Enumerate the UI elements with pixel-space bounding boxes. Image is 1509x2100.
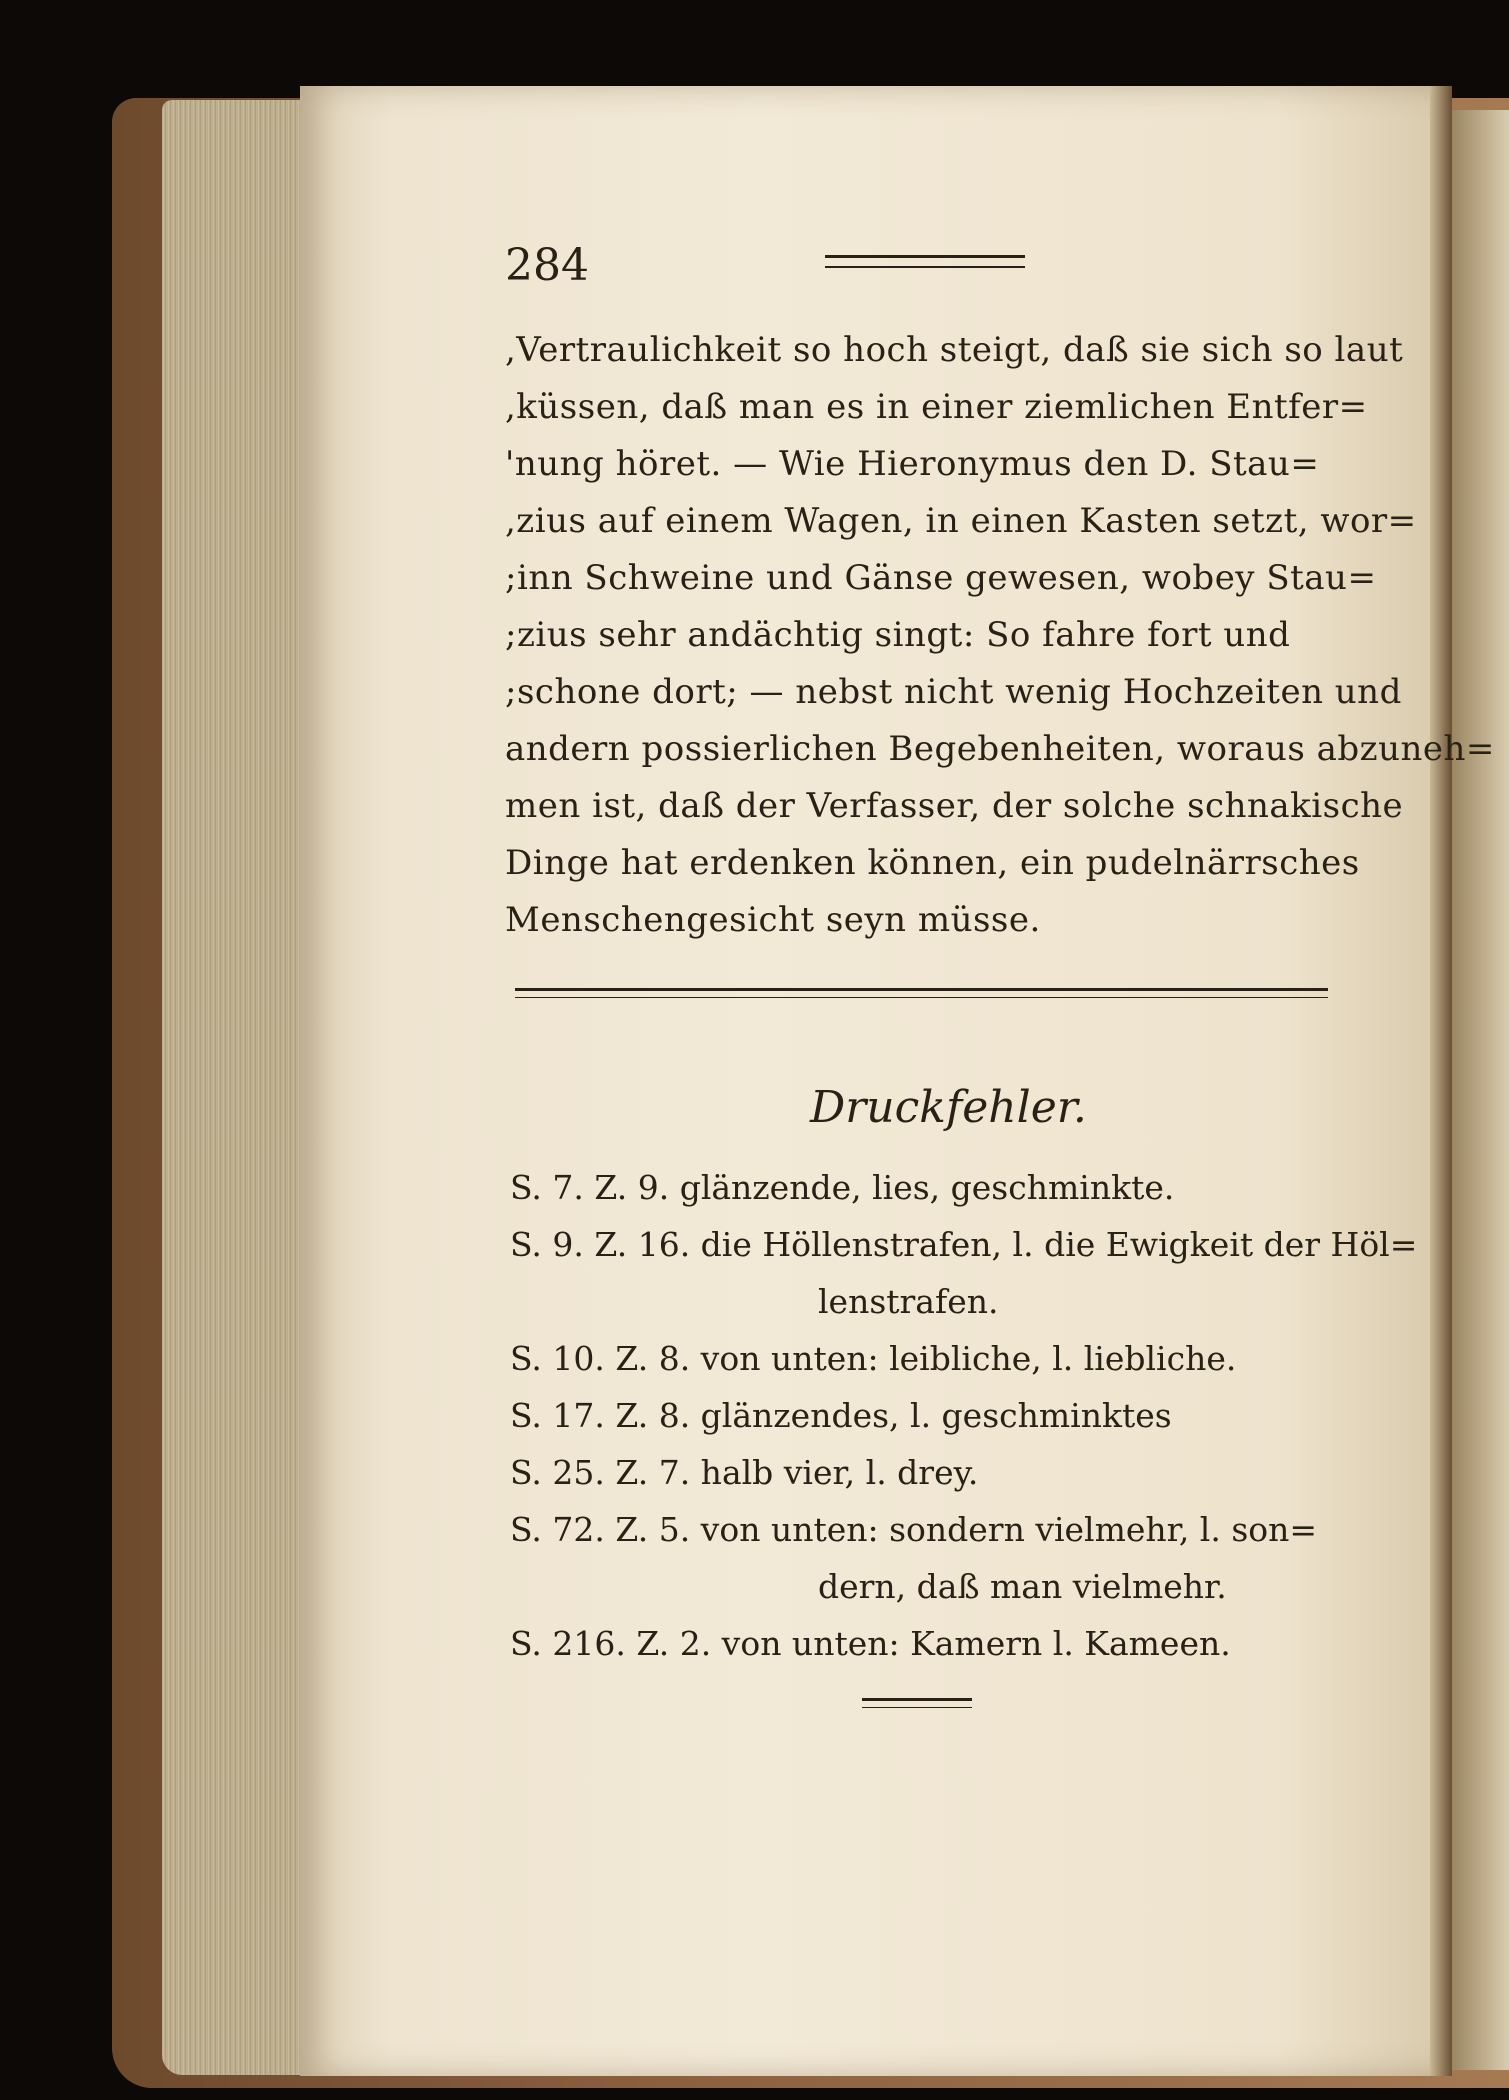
errata-line: S. 25. Z. 7. halb vier, l. drey. [510,1453,979,1492]
body-line: 'nung höret. — Wie Hieronymus den D. Stau= [505,444,1320,484]
body-line: ;schone dort; — nebst nicht wenig Hochzeiten und [505,672,1402,712]
body-line: ;zius sehr andächtig singt: So fahre fort und [505,615,1291,655]
errata-heading: Druckfehler. [810,1082,1087,1133]
errata-line: lenstrafen. [818,1282,999,1321]
errata-line: dern, daß man vielmehr. [818,1567,1227,1606]
body-line: men ist, daß der Verfasser, der solche schnakische [505,786,1404,826]
end-rule [862,1698,972,1708]
facing-page-edge [1452,110,1509,2070]
body-line: andern possierlichen Begebenheiten, woraus abzuneh= [505,729,1495,769]
page-number: 284 [505,240,589,291]
header-rule [825,255,1025,268]
section-divider [515,988,1328,998]
errata-line: S. 216. Z. 2. von unten: Kamern l. Kameen. [510,1624,1231,1663]
gutter [1430,86,1452,2076]
body-line: ,küssen, daß man es in einer ziemlichen Entfer= [505,387,1368,427]
body-line: ,zius auf einem Wagen, in einen Kasten setzt, wor= [505,501,1417,541]
body-line: ,Vertraulichkeit so hoch steigt, daß sie sich so laut [505,330,1404,370]
errata-line: S. 10. Z. 8. von unten: leibliche, l. liebliche. [510,1339,1237,1378]
book-page [300,86,1450,2076]
body-line: ;inn Schweine und Gänse gewesen, wobey Stau= [505,558,1377,598]
errata-line: S. 17. Z. 8. glänzendes, l. geschminktes [510,1396,1172,1435]
errata-line: S. 7. Z. 9. glänzende, lies, geschminkte. [510,1168,1175,1207]
errata-line: S. 9. Z. 16. die Höllenstrafen, l. die Ewigkeit der Höl= [510,1225,1418,1264]
errata-line: S. 72. Z. 5. von unten: sondern vielmehr, l. son= [510,1510,1318,1549]
page-edges [162,100,312,2075]
body-line: Dinge hat erdenken können, ein pudelnärrsches [505,843,1360,883]
body-line: Menschengesicht seyn müsse. [505,900,1041,940]
